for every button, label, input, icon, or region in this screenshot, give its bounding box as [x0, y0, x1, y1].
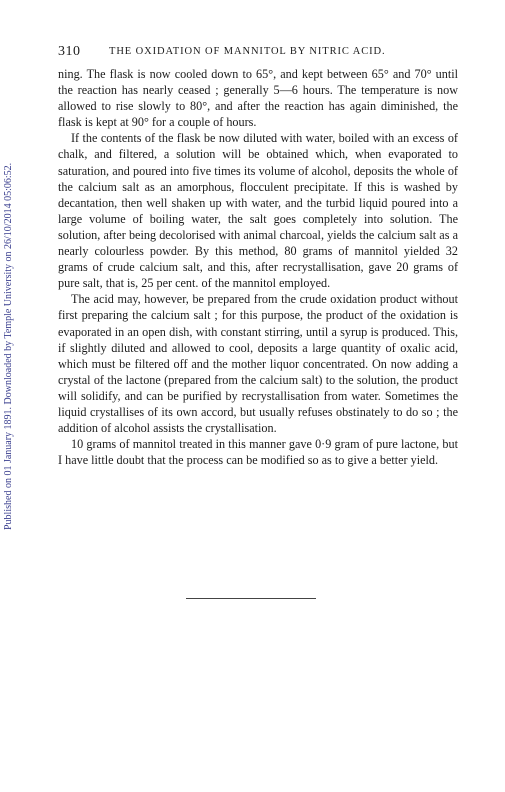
article-body [58, 66, 458, 468]
paragraph: If the contents of the flask be now diluted with water, boiled with an excess of chalk, and filtered, a solution will be obtained which, when evaporated to saturation, and poured into five times its volume of alcohol, deposits the whole of the calcium salt as an amorphous, flocculent precipitate. If this is washed by decantation, then well shaken up with water, and the turbid liquid poured into a large volume of boiling water, the salt goes completely into solution. The solution, after being decolorised with animal charcoal, yields the calcium salt as a nearly colourless powder. By this method, 80 grams of mannitol yielded 32 grams of crude calcium salt, and this, after recrystallisation, gave 20 grams of pure salt, that is, 25 per cent. of the mannitol employed. [58, 131, 458, 291]
publication-note-text: Published on 01 January 1891. Downloaded by Temple University on 26/10/2014 05:06:52. [3, 162, 14, 530]
end-rule [186, 598, 316, 599]
publication-sidebar-note [3, 90, 17, 530]
paragraph: 10 grams of mannitol treated in this manner gave 0·9 gram of pure lactone, but I have little doubt that the process can be modified so as to give a better yield. [58, 437, 458, 468]
paragraph: ning. The flask is now cooled down to 65°, and kept between 65° and 70° until the reaction has nearly ceased ; generally 5—6 hours. The temperature is now allowed to rise slowly to 80°, and after the reaction has again diminished, the flask is kept at 90° for a couple of hours. [58, 67, 458, 130]
page-header [58, 44, 458, 60]
paragraph: The acid may, however, be prepared from the crude oxidation product without first preparing the calcium salt ; for this purpose, the product of the oxidation is evaporated in an open dish, with constant stirring, until a syrup is produced. This, if slightly diluted and allowed to cool, deposits a large quantity of oxalic acid, which must be filtered off and the mother liquor concentrated. On now adding a crystal of the lactone (prepared from the calcium salt) to the solution, the product will solidify, and can be purified by recrystallisation from water. Sometimes the liquid crystallises of its own accord, but usually refuses obstinately to do so ; the addition of alcohol assists the crystallisation. [58, 292, 458, 436]
running-title: THE OXIDATION OF MANNITOL BY NITRIC ACID. [109, 46, 386, 57]
page-number: 310 [58, 44, 81, 59]
